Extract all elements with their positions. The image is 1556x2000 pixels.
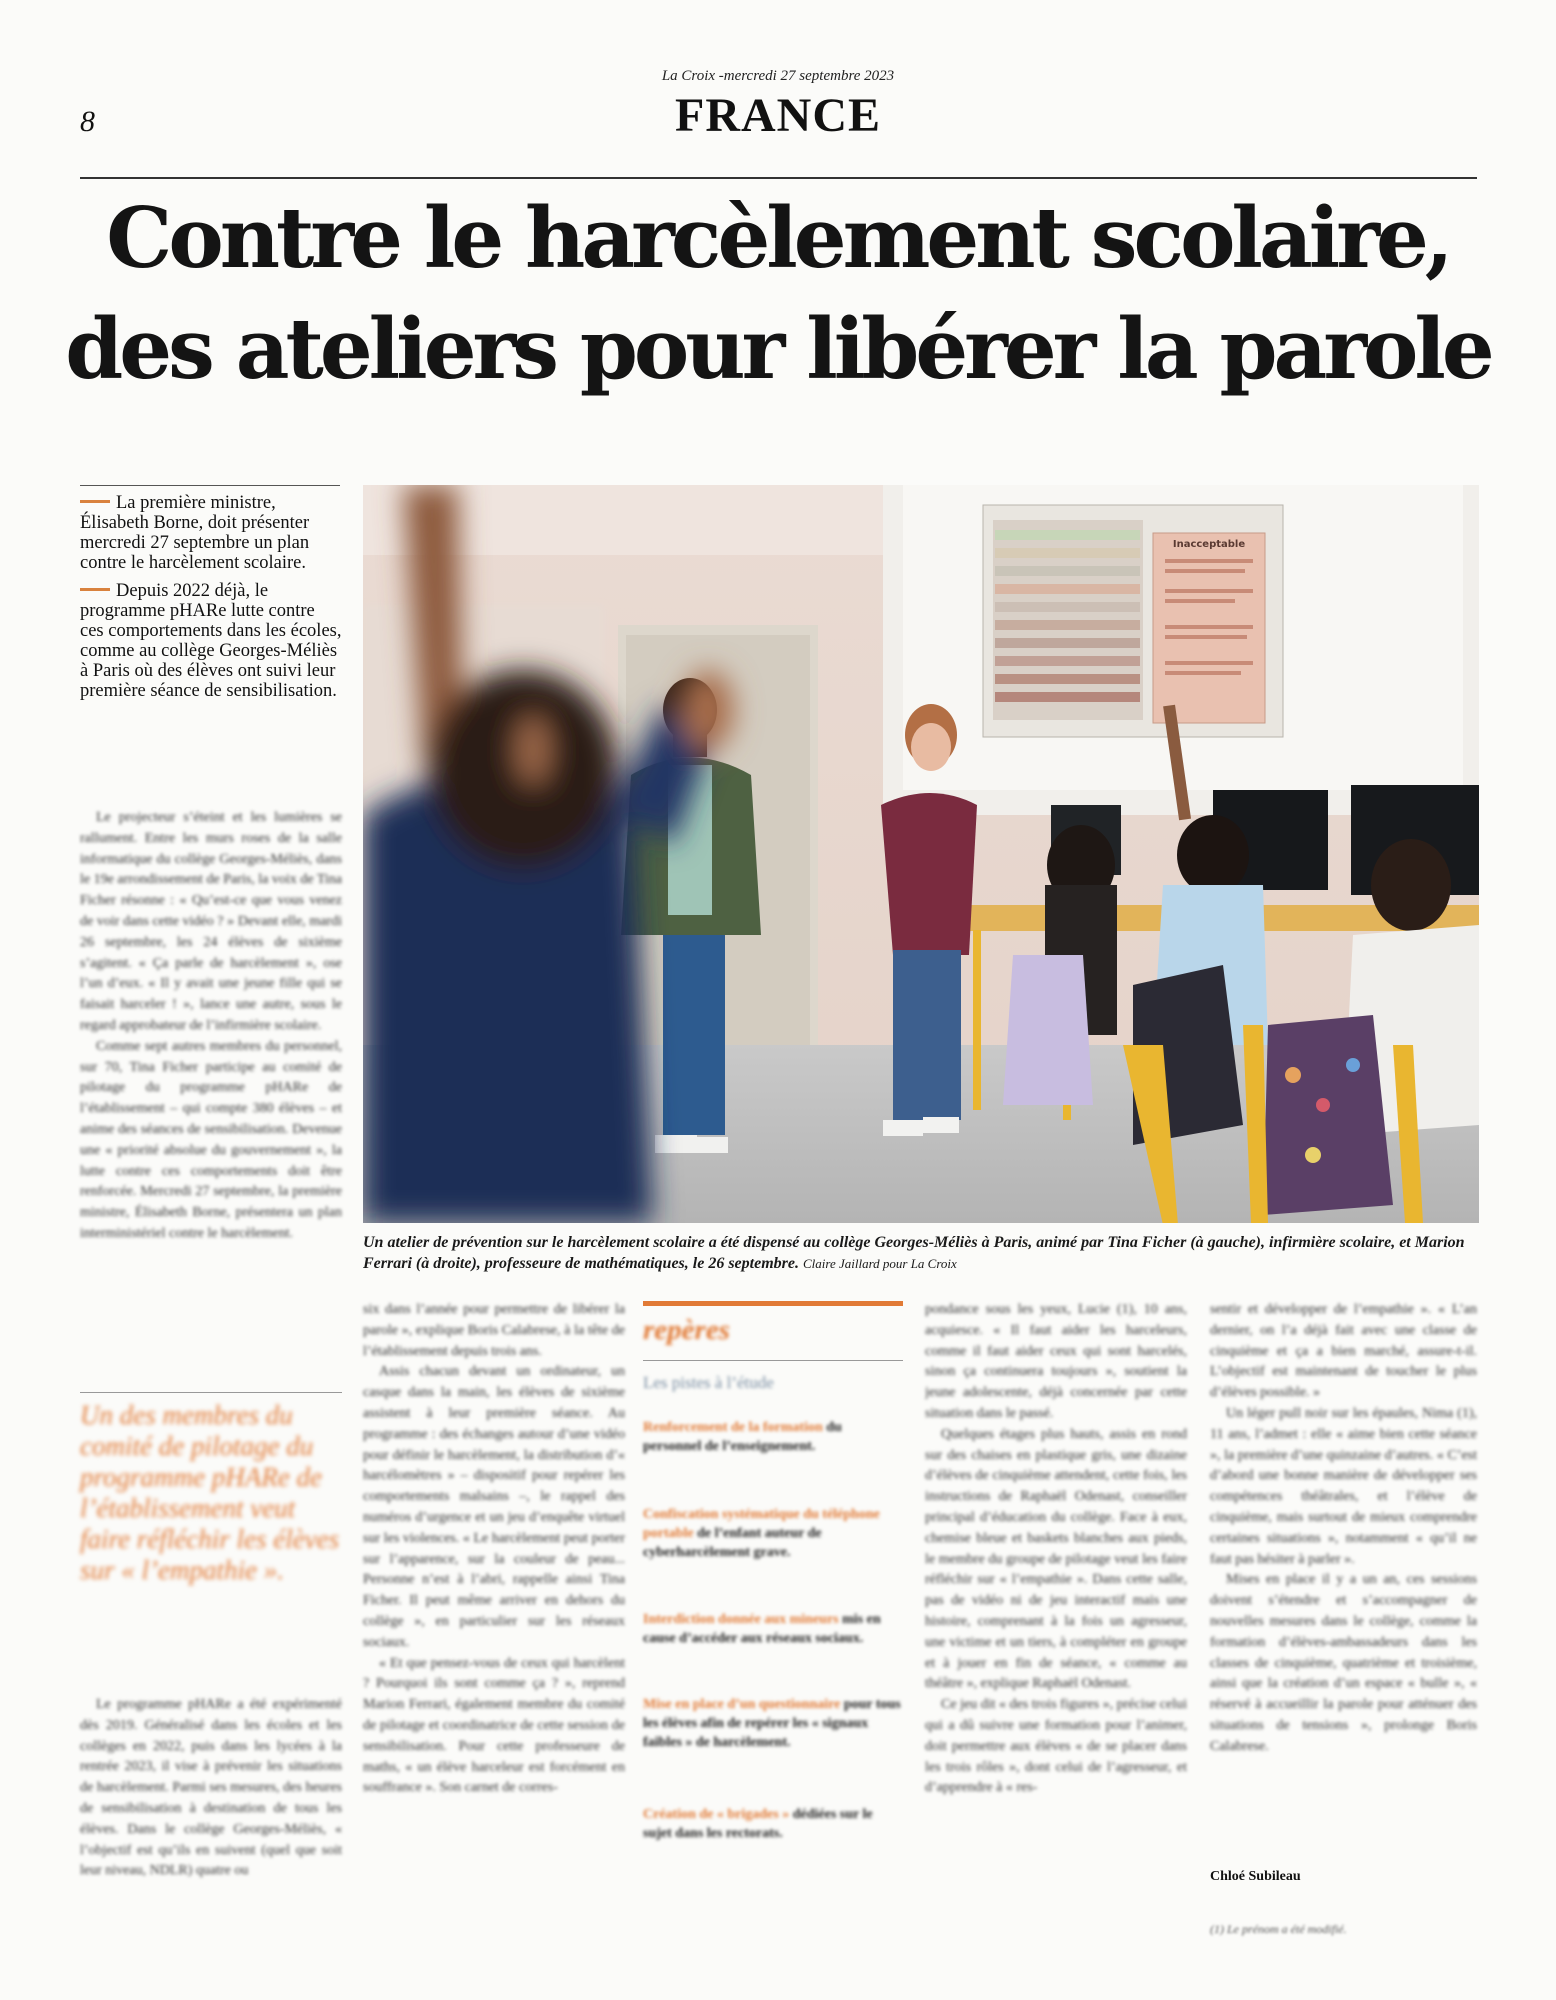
body-paragraph: Assis chacun devant un ordinateur, un casque dans la main, les élèves de sixième assistent à leur première séance. Au programme : des échanges autour d’une vidéo pour définir le harcèlement, la distribution d’« harcélomètres » – dispositif pour repérer les comportements malsains –, le rappel des numéros d’urgence et un jeu d’enquête virtuel sur les violences. « Le harcèlement peut porter sur l’apparence, sur la couleur de peau... Personne n’est à l’abri, rappelle ainsi Tina Ficher. Il peut même arriver en dehors du collège », en particulier sur les réseaux sociaux. <box>363 1364 625 1650</box>
reperes-item: Confiscation systématique du téléphone portable de l’enfant auteur de cyberharcèlement grave. <box>643 1507 880 1560</box>
article-column-1 <box>80 808 342 1390</box>
projection-title: Inacceptable <box>1172 539 1246 550</box>
lead-paragraph-1: La première ministre, Élisabeth Borne, doit présenter mercredi 27 septembre un plan contre le harcèlement scolaire. <box>80 493 310 573</box>
column-rule <box>80 1392 342 1393</box>
reperes-subtitle: Les pistes à l’étude <box>643 1373 774 1392</box>
headline <box>40 183 1516 405</box>
orange-dash-icon <box>80 500 110 503</box>
lead-summary <box>80 493 342 709</box>
body-paragraph: Un léger pull noir sur les épaules, Nima (1), 11 ans, l’admet : elle « aime bien cette séance », la première d’une quinzaine d’autres. « C’est d’abord une bonne manière de développer ses compétences théâtrales, et l’élève de cinquième, mais surtout de mieux comprendre certaines situations », notamment « qu’il ne faut pas hésiter à parler ». <box>1210 1405 1477 1567</box>
page-number: 8 <box>80 105 95 138</box>
body-paragraph: Ce jeu dit « des trois figures », précise celui qui a dû suivre une formation pour l’animer, doit permettre aux élèves « de se placer dans les trois rôles », dont celui de l’agresseur, et d’apprendre à « res- <box>925 1697 1187 1796</box>
body-paragraph: Quelques étages plus hauts, assis en rond sur des chaises en plastique gris, une dizaine d’élèves de cinquième attendent, cette fois, les instructions de Raphaël Odenast, conseiller principal d’éducation du collège. Face à eux, chemise bleue et baskets blanches aux pieds, le membre du groupe de pilotage veut les faire réfléchir sur « l’empathie ». Dans cette salle, pas de vidéo ni de jeu interactif mais une histoire, comprenant à la fois un agresseur, une victime et un tiers, à compléter en groupe et à jouer en fin de séance, « comme au théâtre », explique Raphaël Odenast. <box>925 1426 1187 1692</box>
reperes-title: repères <box>643 1314 730 1346</box>
orange-dash-icon <box>80 588 110 591</box>
reperes-item: Interdiction donnée aux mineurs mis en cause d’accéder aux réseaux sociaux. <box>643 1612 881 1646</box>
body-paragraph: Mises en place il y a un an, ces sessions doivent s’étendre et s’accompagner de nouvelles mesures dans le collège, comme la formation d’élèves-ambassadeurs dans les classes de cinquième, quatrième et troisième, ainsi que la création d’un espace « bulle », « réservé à accueillir la parole pour atténuer des situations de tensions », prolonge Boris Calabrese. <box>1210 1572 1477 1754</box>
header-rule <box>80 177 1477 179</box>
article-column-2 <box>363 1300 625 1940</box>
body-paragraph: sentir et développer de l’empathie ». « L’an dernier, on l’a déjà fait avec une classe de cinquième et ça a bien marché, assure-t-il. L’objectif est maintenant de toucher le plus d’élèves possible. » <box>1210 1302 1477 1401</box>
body-paragraph: Le programme pHARe a été expérimenté dès 2019. Généralisé dans les écoles et les collèges en 2022, puis dans les lycées à la rentrée 2023, il vise à prévenir les situations de harcèlement. Parmi ses mesures, des heures de sensibilisation à destination de tous les élèves. Dans le collège Georges-Méliès, « l’objectif est qu’ils en suivent (quel que soit leur niveau, NDLR) quatre ou <box>80 1697 342 1879</box>
reperes-item: Mise en place d’un questionnaire pour tous les élèves afin de repérer les « signaux faibles » de harcèlement. <box>643 1697 901 1750</box>
reperes-rule <box>643 1360 903 1361</box>
body-paragraph: Comme sept autres membres du personnel, sur 70, Tina Ficher participe au comité de pilotage du programme pHARe de l’établissement – qui compte 380 élèves – et anime des séances de sensibilisation. Devenue une « priorité absolue du gouvernement », la lutte contre ces comportements doit être renforcée. Mercredi 27 septembre, la première ministre, Élisabeth Borne, présentera un plan interministériel contre le harcèlement. <box>80 1038 342 1241</box>
lead-paragraph-2: Depuis 2022 déjà, le programme pHARe lutte contre ces comportements dans les écoles, comme au collège Georges-Méliès à Paris où des élèves ont suivi leur première séance de sensibilisation. <box>80 581 342 701</box>
caption-text: Un atelier de prévention sur le harcèlement scolaire a été dispensé au collège Georges-Méliès à Paris, animé par Tina Ficher (à gauche), infirmière scolaire, et Marion Ferrari (à droite), professeure de mathématiques, le 26 septembre. <box>363 1234 1465 1272</box>
reperes-item: Renforcement de la formation du personnel de l’enseignement. <box>643 1420 842 1454</box>
photo-credit: Claire Jaillard pour La Croix <box>802 1256 957 1271</box>
dateline: La Croix -mercredi 27 septembre 2023 <box>661 68 895 84</box>
article-column-4 <box>925 1300 1187 1940</box>
reperes-item: Création de « brigades » dédiées sur le sujet dans les rectorats. <box>643 1807 873 1841</box>
author-signature: Chloé Subileau <box>1210 1869 1301 1884</box>
section-title: FRANCE <box>675 89 881 142</box>
article-photo <box>363 485 1479 1223</box>
body-paragraph: « Et que pensez-vous de ceux qui harcèlent ? Pourquoi ils sont comme ça ? », reprend Marion Ferrari, également membre du comité de pilotage et coordinatrice de cette session de sensibilisation. Pour cette professeure de maths, « un élève harceleur est forcément en souffrance ». Son carnet de corres- <box>363 1655 625 1796</box>
article-column-5 <box>1210 1300 1477 1862</box>
reperes-accent-bar <box>643 1301 903 1306</box>
headline-line-2: des ateliers pour libérer la parole <box>65 300 1491 398</box>
photo-caption <box>363 1232 1479 1274</box>
body-paragraph: six dans l’année pour permettre de libérer la parole », explique Boris Calabrese, à la tête de l’établissement depuis trois ans. <box>363 1302 625 1359</box>
pull-quote: Un des membres du comité de pilotage du programme pHARe de l’établissement veut faire réfléchir les élèves sur « l’empathie ». <box>80 1400 340 1585</box>
lead-rule <box>80 485 340 486</box>
headline-line-1: Contre le harcèlement scolaire, <box>106 189 1450 287</box>
footnote: (1) Le prénom a été modifié. <box>1210 1922 1347 1936</box>
body-paragraph: Le projecteur s’éteint et les lumières se rallument. Entre les murs roses de la salle informatique du collège Georges-Méliès, dans le 19e arrondissement de Paris, la voix de Tina Ficher résonne : « Qu’est-ce que vous venez de voir dans cette vidéo ? » Devant elle, mardi 26 septembre, les 24 élèves de sixième s’agitent. « Ça parle de harcèlement », ose l’un d’eux. « Il y avait une jeune fille qui se faisait harceler ! », lance une autre, sous le regard approbateur de l’infirmière scolaire. <box>80 810 342 1033</box>
article-column-1b <box>80 1695 342 1945</box>
body-paragraph: pondance sous les yeux, Lucie (1), 10 ans, acquiesce. « Il faut aider les harceleurs, comme il faut aider ceux qui sont harcelés, sinon ça continuera toujours », soutient la jeune adolescente, déjà concernée par cette situation dans le passé. <box>925 1302 1187 1421</box>
